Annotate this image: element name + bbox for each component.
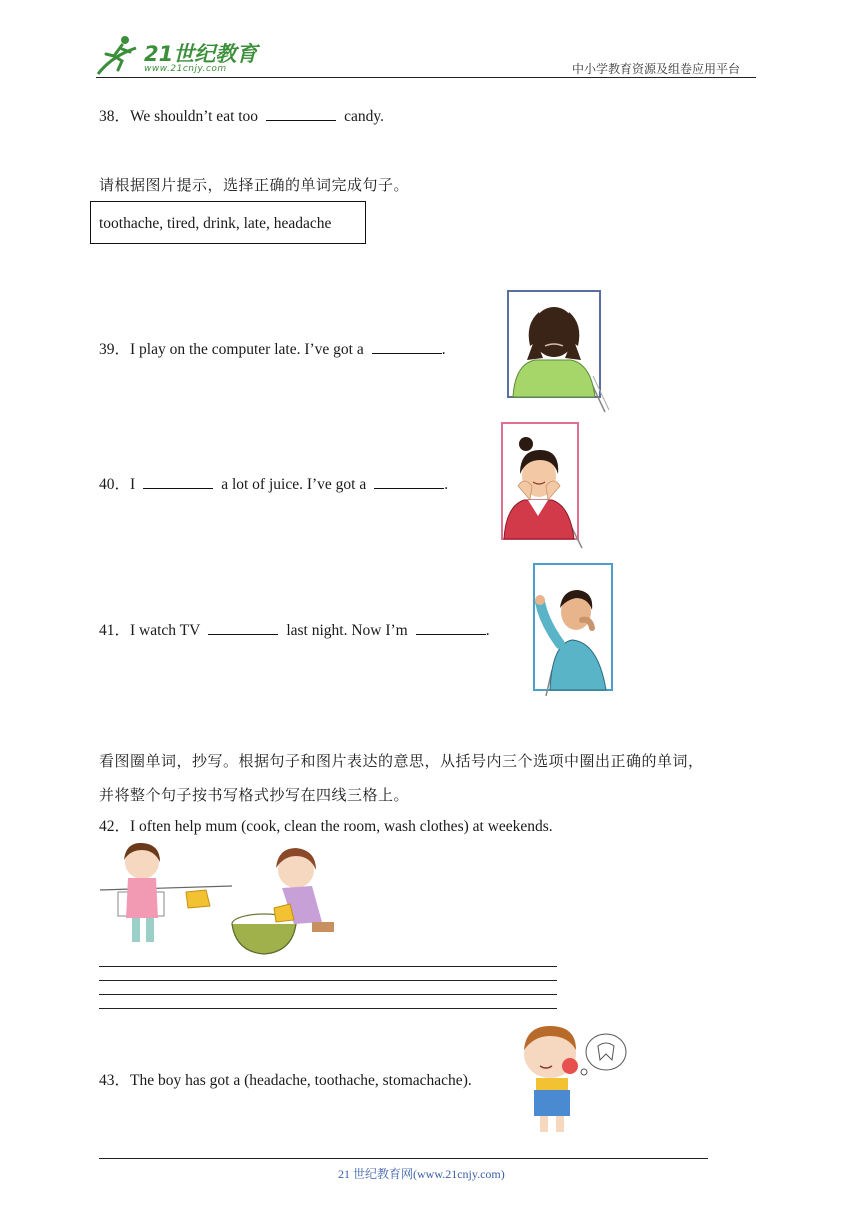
writing-line bbox=[99, 966, 557, 967]
writing-line bbox=[99, 1008, 557, 1009]
question-39: 39．I play on the computer late. I’ve got a . bbox=[99, 341, 446, 358]
tired-man-image bbox=[532, 562, 616, 698]
answer-blank[interactable] bbox=[143, 474, 213, 489]
runner-logo-icon bbox=[92, 34, 142, 78]
answer-blank[interactable] bbox=[374, 474, 444, 489]
headache-boy-image bbox=[505, 288, 613, 414]
question-number: 40． bbox=[99, 476, 131, 493]
washing-clothes-image bbox=[98, 840, 348, 958]
question-40: 40．I a lot of juice. I’ve got a . bbox=[99, 476, 449, 493]
header-platform-text: 中小学教育资源及组卷应用平台 bbox=[572, 62, 741, 76]
header-logo bbox=[92, 34, 262, 78]
section-instruction-line-2: 并将整个句子按书写格式抄写在四线三格上。 bbox=[99, 786, 410, 804]
question-number: 39． bbox=[99, 341, 131, 358]
section-instruction: 请根据图片提示，选择正确的单词完成句子。 bbox=[99, 176, 410, 194]
footer-text: 21 世纪教育网(www.21cnjy.com) bbox=[338, 1167, 505, 1181]
question-number: 38． bbox=[99, 108, 131, 125]
question-38: 38．We shouldn’t eat too candy. bbox=[99, 108, 384, 125]
logo-text: 21世纪教育 bbox=[144, 42, 258, 66]
question-number: 41． bbox=[99, 622, 131, 639]
answer-blank[interactable] bbox=[208, 620, 278, 635]
question-42: 42．I often help mum (cook, clean the room, wash clothes) at weekends. bbox=[99, 818, 553, 835]
writing-line bbox=[99, 980, 557, 981]
writing-line bbox=[99, 994, 557, 995]
word-box bbox=[90, 201, 366, 244]
question-number: 42． bbox=[99, 818, 131, 835]
header-rule bbox=[96, 77, 756, 78]
logo-url: www.21cnjy.com bbox=[144, 64, 227, 74]
toothache-girl-image bbox=[498, 420, 588, 550]
section-instruction-line-1: 看图圈单词，抄写。根据句子和图片表达的意思，从括号内三个选项中圈出正确的单词， bbox=[99, 752, 704, 770]
answer-blank[interactable] bbox=[266, 106, 336, 121]
answer-blank[interactable] bbox=[372, 339, 442, 354]
question-41: 41．I watch TV last night. Now I’m . bbox=[99, 622, 490, 639]
question-43: 43．The boy has got a (headache, toothache, stomachache). bbox=[99, 1072, 472, 1089]
question-number: 43． bbox=[99, 1072, 131, 1089]
word-box-text: toothache, tired, drink, late, headache bbox=[99, 215, 332, 232]
answer-blank[interactable] bbox=[416, 620, 486, 635]
footer-rule bbox=[99, 1158, 708, 1159]
toothache-boy-image bbox=[512, 1020, 632, 1138]
